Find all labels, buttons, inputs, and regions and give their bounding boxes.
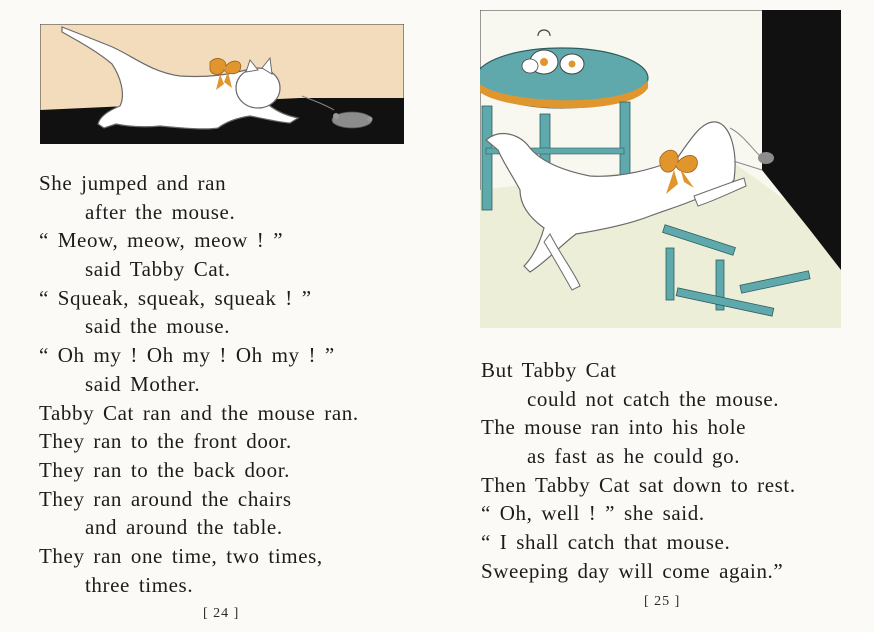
text-line: The mouse ran into his hole <box>481 415 747 440</box>
page-number-right: [ 25 ] <box>644 594 681 609</box>
cat-at-mouse-hole-illustration <box>480 10 841 328</box>
text-line: said Mother. <box>85 371 201 396</box>
text-line: after the mouse. <box>85 199 236 224</box>
text-line: “ Meow, meow, meow ! ” <box>39 228 284 253</box>
text-line: “ Oh my ! Oh my ! Oh my ! ” <box>39 343 335 368</box>
text-line: They ran to the back door. <box>39 457 291 482</box>
text-line: She jumped and ran <box>39 171 227 195</box>
left-page-text <box>39 169 359 599</box>
text-line: said the mouse. <box>85 314 231 339</box>
text-line: Sweeping day will come again.” <box>481 558 784 583</box>
text-line: “ I shall catch that mouse. <box>481 530 731 555</box>
right-page-text <box>481 356 796 586</box>
text-line: three times. <box>85 572 194 597</box>
text-line: They ran around the chairs <box>39 486 292 511</box>
text-line: But Tabby Cat <box>481 358 617 382</box>
text-line: “ Oh, well ! ” she said. <box>481 501 705 526</box>
text-line: Then Tabby Cat sat down to rest. <box>481 472 796 497</box>
text-line: They ran to the front door. <box>39 429 292 454</box>
cat-chasing-mouse-illustration <box>40 24 404 144</box>
text-line: Tabby Cat ran and the mouse ran. <box>39 400 359 425</box>
page-number-left: [ 24 ] <box>203 606 240 621</box>
cat-at-mouse-hole-drawing <box>480 10 841 328</box>
text-line: said Tabby Cat. <box>85 257 231 282</box>
text-line: and around the table. <box>85 515 283 540</box>
right-page <box>437 0 874 632</box>
text-line: as fast as he could go. <box>527 444 741 469</box>
cat-chasing-mouse-drawing <box>40 24 404 144</box>
text-line: could not catch the mouse. <box>527 386 780 411</box>
text-line: They ran one time, two times, <box>39 543 323 568</box>
text-line: “ Squeak, squeak, squeak ! ” <box>39 285 312 310</box>
